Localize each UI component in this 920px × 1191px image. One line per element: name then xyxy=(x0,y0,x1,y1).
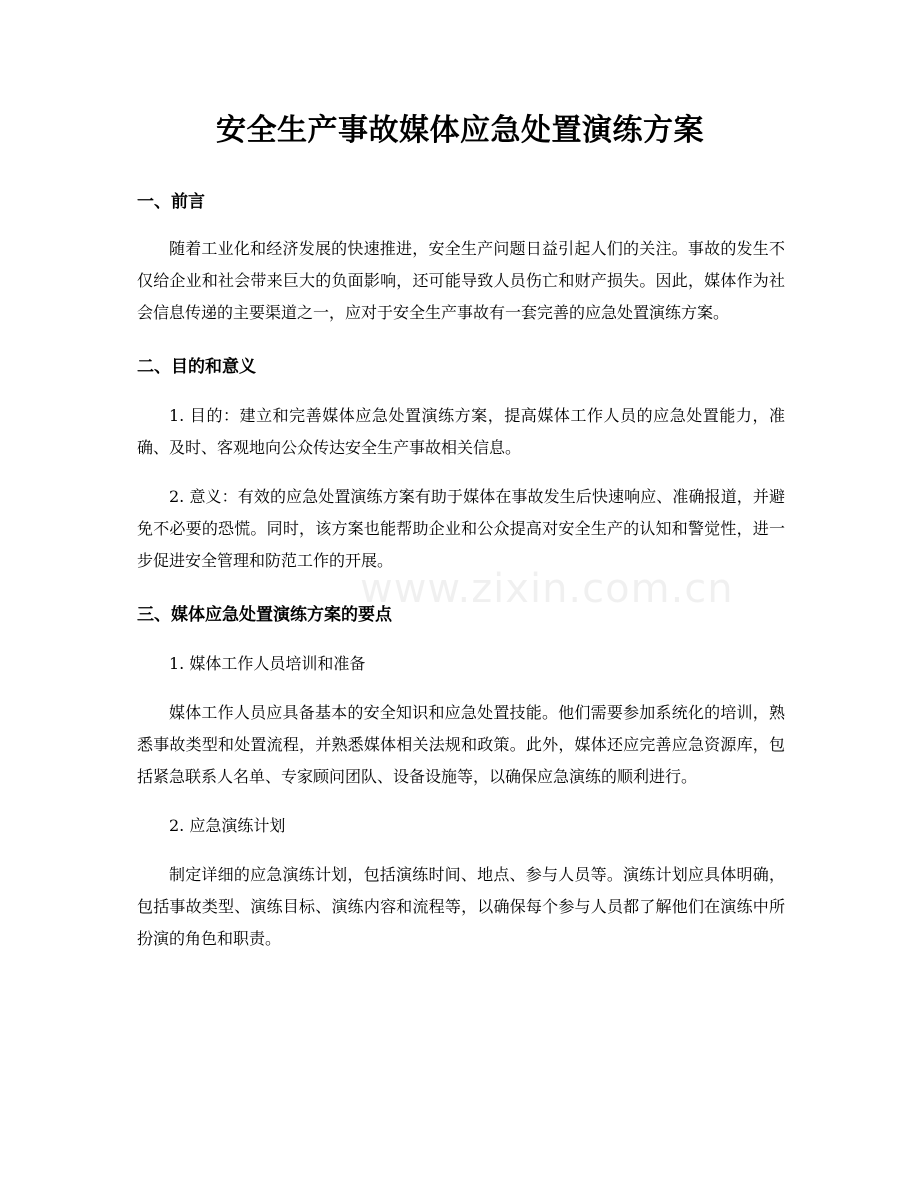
document-body xyxy=(137,186,785,955)
section-heading-key-points: 三、媒体应急处置演练方案的要点 xyxy=(137,605,392,625)
watermark: www.zixin.com.cn xyxy=(360,566,734,612)
paragraph: 2. 意义：有效的应急处置演练方案有助于媒体在事故发生后快速响应、准确报道，并避免不必要的恐慌。同时，该方案也能帮助企业和公众提高对安全生产的认知和警觉性，进一步促进安全管理和防范工作的开展。 xyxy=(137,487,785,570)
document-title: 安全生产事故媒体应急处置演练方案 xyxy=(216,113,704,148)
paragraph: 1. 目的：建立和完善媒体应急处置演练方案，提高媒体工作人员的应急处置能力，准确、及时、客观地向公众传达安全生产事故相关信息。 xyxy=(137,406,785,457)
section-heading-purpose: 二、目的和意义 xyxy=(137,357,256,377)
paragraph: 制定详细的应急演练计划，包括演练时间、地点、参与人员等。演练计划应具体明确，包括事故类型、演练目标、演练内容和流程等，以确保每个参与人员都了解他们在演练中所扮演的角色和职责。 xyxy=(137,865,785,948)
section-heading-preface: 一、前言 xyxy=(137,192,205,212)
subheading: 2. 应急演练计划 xyxy=(169,816,286,835)
paragraph: 随着工业化和经济发展的快速推进，安全生产问题日益引起人们的关注。事故的发生不仅给企业和社会带来巨大的负面影响，还可能导致人员伤亡和财产损失。因此，媒体作为社会信息传递的主要渠道之一，应对于安全生产事故有一套完善的应急处置演练方案。 xyxy=(137,239,785,322)
paragraph: 媒体工作人员应具备基本的安全知识和应急处置技能。他们需要参加系统化的培训，熟悉事故类型和处置流程，并熟悉媒体相关法规和政策。此外，媒体还应完善应急资源库，包括紧急联系人名单、专家顾问团队、设备设施等，以确保应急演练的顺利进行。 xyxy=(137,703,785,786)
subheading: 1. 媒体工作人员培训和准备 xyxy=(169,654,366,673)
